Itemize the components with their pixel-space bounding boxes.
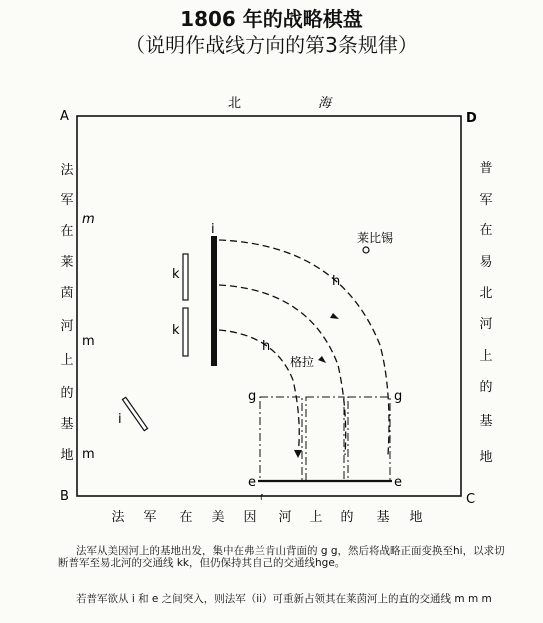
- k-label-upper: k: [172, 267, 180, 282]
- svg-text:河: 河: [60, 319, 74, 334]
- m-label-top: m: [82, 212, 95, 227]
- svg-text:茵: 茵: [60, 286, 74, 301]
- corner-b: B: [60, 489, 69, 504]
- e-label-right: e: [394, 475, 402, 490]
- svg-text:地: 地: [60, 448, 74, 463]
- corner-a: A: [60, 109, 69, 124]
- svg-text:上: 上: [309, 510, 323, 525]
- arrow-arc-middle: [318, 356, 326, 363]
- h-label-upper: h: [332, 274, 341, 289]
- i-label-top: i: [211, 222, 215, 237]
- svg-text:的: 的: [60, 386, 74, 401]
- caption-paragraph-1: 法军从美因河上的基地出发，集中在弗兰肯山背面的 g g，然后将战略正面变换至hi，以求切断普军至易北河的交通线 kk，但仍保持其自己的交通线hge。: [58, 545, 505, 569]
- right-vertical-label: [479, 161, 492, 465]
- top-label-north: 北: [228, 96, 242, 111]
- e-label-left: e: [248, 475, 256, 490]
- svg-text:军: 军: [60, 193, 74, 208]
- figure-subtitle: （说明作战线方向的第3条规律）: [125, 33, 418, 57]
- svg-text:在: 在: [179, 510, 193, 525]
- left-vertical-label: [60, 162, 74, 463]
- m-label-bottom: m: [82, 447, 95, 462]
- g-label-left: g: [248, 389, 257, 404]
- svg-text:地: 地: [479, 450, 493, 465]
- svg-text:上: 上: [60, 353, 74, 368]
- place-gera: 格拉: [290, 355, 315, 369]
- i-label-corps: i: [118, 412, 122, 427]
- svg-text:北: 北: [479, 286, 493, 301]
- svg-text:法: 法: [60, 163, 74, 178]
- arrow-arc-inner: [294, 450, 302, 458]
- f-label: f: [260, 493, 263, 502]
- m-label-middle: m: [82, 334, 95, 349]
- svg-text:河: 河: [479, 317, 493, 332]
- svg-text:军: 军: [143, 510, 157, 525]
- assembly-boxes: [260, 397, 390, 481]
- svg-text:基: 基: [479, 414, 493, 429]
- arc-inner: [219, 330, 299, 455]
- svg-text:在: 在: [60, 224, 74, 239]
- french-front-i: [211, 236, 217, 366]
- svg-text:普: 普: [479, 161, 493, 176]
- svg-text:军: 军: [479, 193, 493, 208]
- board-frame: [77, 116, 461, 496]
- svg-text:因: 因: [243, 510, 257, 525]
- arc-outer: [219, 240, 389, 455]
- corner-d: D: [466, 111, 477, 126]
- arc-middle: [219, 285, 346, 455]
- figure-title: 1806 年的战略棋盘: [180, 7, 363, 31]
- g-label-right: g: [394, 389, 403, 404]
- svg-text:在: 在: [479, 223, 493, 238]
- k-line-bar-lower: [183, 308, 188, 356]
- svg-text:地: 地: [409, 510, 423, 525]
- svg-text:法: 法: [111, 510, 125, 525]
- h-label-lower: h: [262, 339, 271, 354]
- svg-text:基: 基: [60, 417, 74, 432]
- corner-c: C: [466, 492, 476, 507]
- svg-text:易: 易: [479, 255, 493, 270]
- svg-text:的: 的: [479, 380, 493, 395]
- svg-text:的: 的: [340, 510, 354, 525]
- k-label-lower: k: [172, 323, 180, 338]
- k-line-bar-upper: [183, 254, 188, 300]
- arrow-arc-outer: [330, 313, 339, 319]
- svg-text:美: 美: [211, 510, 225, 525]
- svg-text:莱: 莱: [60, 255, 74, 270]
- bottom-label: [111, 509, 422, 525]
- place-leipzig: 莱比锡: [357, 231, 394, 245]
- french-corps-ii: [122, 397, 147, 430]
- svg-text:基: 基: [376, 510, 390, 525]
- top-label-sea: 海: [318, 96, 332, 111]
- leipzig-marker-icon: [363, 247, 369, 253]
- caption-paragraph-2: 若普军欲从 i 和 e 之间突入，则法军（ii）可重新占领其在莱茵河上的直的交通线 m m m: [76, 593, 492, 605]
- svg-text:河: 河: [278, 510, 292, 525]
- svg-text:上: 上: [479, 349, 493, 364]
